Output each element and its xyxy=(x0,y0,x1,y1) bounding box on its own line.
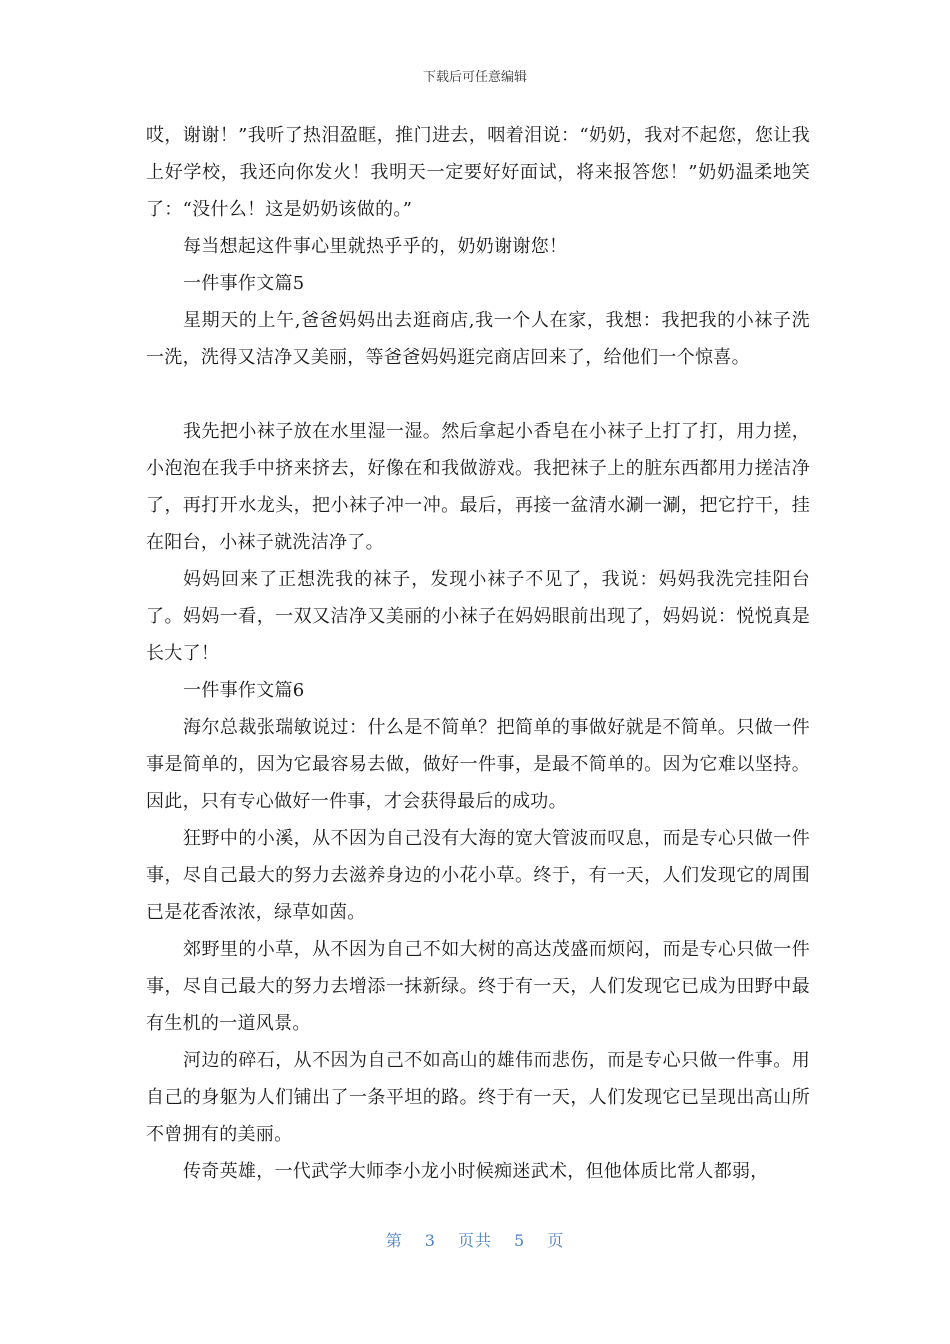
paragraph: 郊野里的小草，从不因为自己不如大树的高达茂盛而烦闷，而是专心只做一件事，尽自己最大的努力去增添一抹新绿。终于有一天，人们发现它已成为田野中最有生机的一道风景。 xyxy=(146,939,810,1034)
page-header: 下载后可任意编辑 xyxy=(422,70,527,85)
paragraph: 每当想起这件事心里就热乎乎的，奶奶谢谢您！ xyxy=(183,236,568,257)
paragraph: 妈妈回来了正想洗我的袜子，发现小袜子不见了，我说：妈妈我洗完挂阳台了。妈妈一看，一双又洁净又美丽的小袜子在妈妈眼前出现了，妈妈说：悦悦真是长大了！ xyxy=(146,569,810,664)
paragraph: 星期天的上午,爸爸妈妈出去逛商店,我一个人在家，我想：我把我的小袜子洗一洗，洗得又洁净又美丽，等爸爸妈妈逛完商店回来了，给他们一个惊喜。 xyxy=(146,310,810,368)
footer-suffix: 页 xyxy=(547,1231,565,1250)
section-heading: 一件事作文篇5 xyxy=(183,273,305,294)
page-footer xyxy=(0,1228,950,1251)
footer-middle: 页共 xyxy=(457,1231,492,1250)
footer-total-pages: 5 xyxy=(514,1231,526,1250)
paragraph-continuation: 哎，谢谢！”我听了热泪盈眶，推门进去，咽着泪说：“奶奶，我对不起您，您让我上好学校，我还向你发火！我明天一定要好好面试，将来报答您！”奶奶温柔地笑了：“没什么！这是奶奶该做的。” xyxy=(146,125,810,220)
paragraph: 传奇英雄，一代武学大师李小龙小时候痴迷武术，但他体质比常人都弱， xyxy=(183,1161,769,1182)
paragraph: 河边的碎石，从不因为自己不如高山的雄伟而悲伤，而是专心只做一件事。用自己的身躯为人们铺出了一条平坦的路。终于有一天，人们发现它已呈现出高山所不曾拥有的美丽。 xyxy=(146,1050,810,1145)
paragraph: 我先把小袜子放在水里湿一湿。然后拿起小香皂在小袜子上打了打，用力搓，小泡泡在我手中挤来挤去，好像在和我做游戏。我把袜子上的脏东西都用力搓洁净了，再打开水龙头，把小袜子冲一冲。最后，再接一盆清水涮一涮，把它拧干，挂在阳台，小袜子就洗洁净了。 xyxy=(146,421,810,553)
footer-current-page: 3 xyxy=(424,1231,436,1250)
paragraph: 海尔总裁张瑞敏说过：什么是不简单？把简单的事做好就是不简单。只做一件事是简单的，因为它最容易去做，做好一件事，是最不简单的。因为它难以坚持。因此，只有专心做好一件事，才会获得最后的成功。 xyxy=(146,717,810,812)
section-heading: 一件事作文篇6 xyxy=(183,680,305,701)
document-body xyxy=(146,117,810,1190)
paragraph: 狂野中的小溪，从不因为自己没有大海的宽大管波而叹息，而是专心只做一件事，尽自己最大的努力去滋养身边的小花小草。终于，有一天，人们发现它的周围已是花香浓浓，绿草如茵。 xyxy=(146,828,810,923)
footer-prefix: 第 xyxy=(385,1231,403,1250)
